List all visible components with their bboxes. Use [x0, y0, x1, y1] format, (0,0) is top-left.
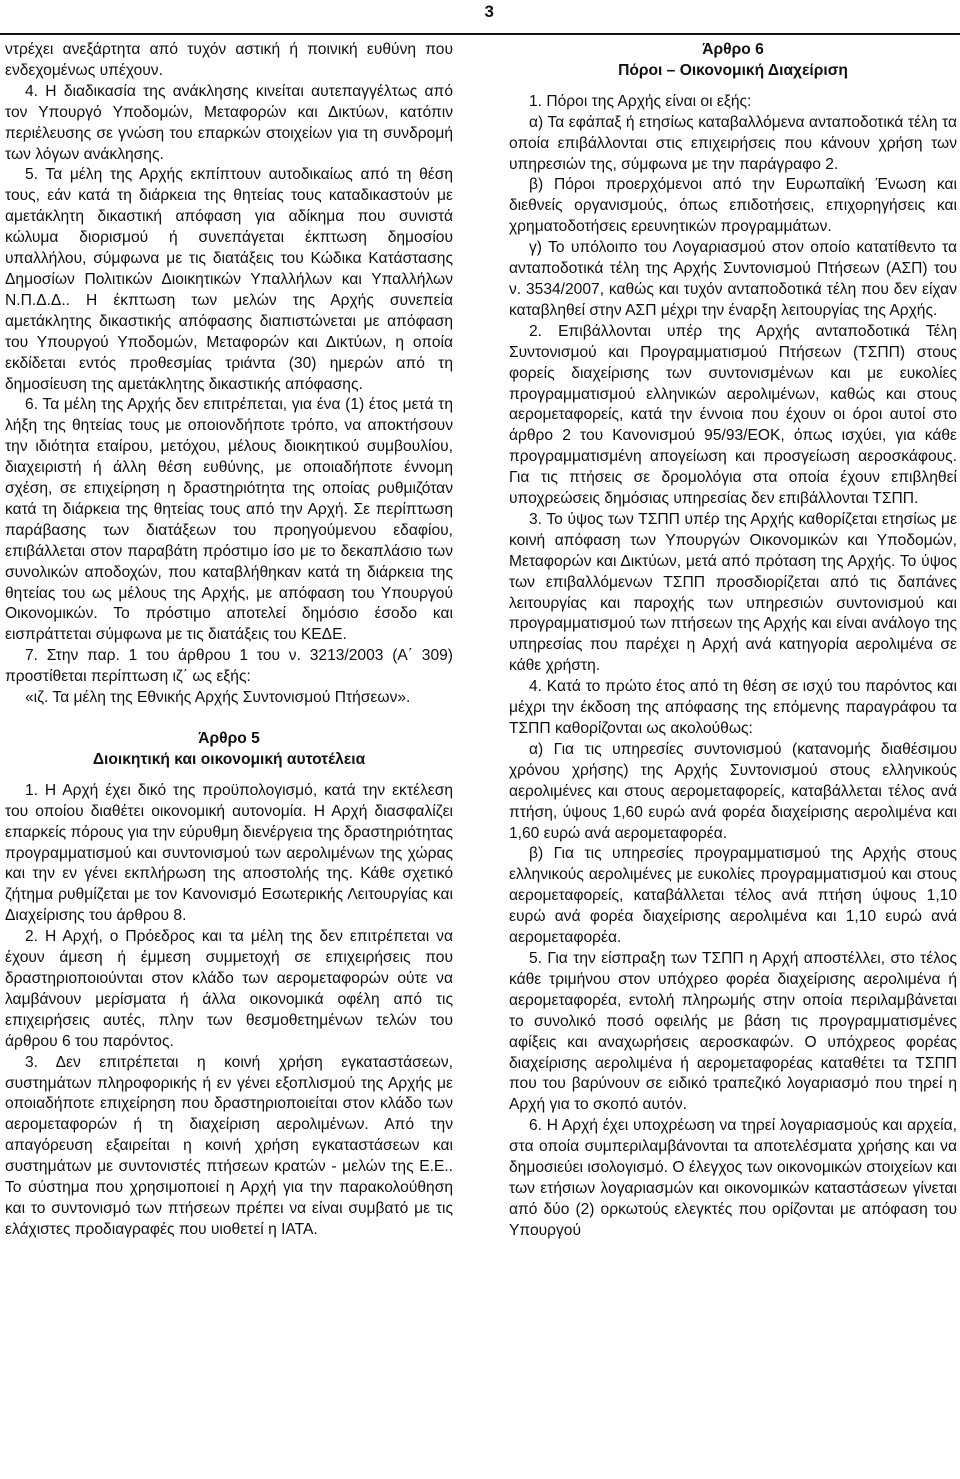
paragraph: 4. Κατά το πρώτο έτος από τη θέση σε ισχύ του παρόντος και μέχρι την έκδοση της απόφασης της επόμενης παραγράφου τα ΤΣΠΠ καθορίζονται ως ακολούθως: — [509, 678, 957, 737]
spacer — [5, 709, 453, 729]
paragraph: 6. Η Αρχή έχει υποχρέωση να τηρεί λογαριασμούς και αρχεία, στα οποία συμπεριλαμβάνονται τα αποτελέσματα χρήσης και να δημοσιεύει ισολογισμό. Ο έλεγχος των οικονομικών στοιχείων και των ετήσιων λογαριασμών και οικονομικών καταστάσεων γίνεται από δύο (2) ορκωτούς ελεγκτές που ορίζονται με απόφαση του Υπουργού — [509, 1117, 957, 1239]
article-5-title: Άρθρο 5 — [198, 730, 260, 747]
paragraph: 7. Στην παρ. 1 του άρθρου 1 του ν. 3213/2003 (Α΄ 309) προστίθεται περίπτωση ιζ΄ ως εξής: — [5, 647, 453, 686]
paragraph: ντρέχει ανεξάρτητα από τυχόν αστική ή ποινική ευθύνη που ενδεχομένως υπέχουν. — [5, 41, 453, 79]
paragraph: γ) Το υπόλοιπο του Λογαριασμού στον οποίο κατατίθεντο τα ανταποδοτικά τέλη της Αρχής Συντονισμού Πτήσεων (ΑΣΠ) του ν. 3534/2007, καθώς και τυχόν ανταποδοτικά τέλη που δεν είχαν καταβληθεί στην ΑΣΠ μέχρι την έναρξη λειτουργίας της Αρχής. — [509, 239, 957, 319]
paragraph: 5. Τα μέλη της Αρχής εκπίπτουν αυτοδικαίως από τη θέση τους, εάν κατά τη διάρκεια της θητείας τους καταδικαστούν με αμετάκλητη δικαστική απόφαση για αδίκημα που συνιστά κώλυμα διορισμού ή συνεπάγεται έκπτωση δημοσίου υπαλλήλου, σύμφωνα με τις διατάξεις του Κώδικα Κατάστασης Δημοσίων Πολιτικών Διοικητικών Υπαλλήλων και Υπαλλήλων Ν.Π.Δ.Δ.. Η έκπτωση των μελών της Αρχής συνεπεία αμετάκλητης δικαστικής απόφασης διαπιστώνεται με απόφαση του Υπουργού Υποδομών, Μεταφορών και Δικτύων, η οποία εκδίδεται εντός προθεσμίας τριάντα (30) ημερών από τη δημοσίευση της αμετάκλητης δικαστικής απόφασης. — [5, 166, 453, 393]
spacer — [5, 771, 453, 781]
spacer — [509, 82, 957, 92]
paragraph: β) Πόροι προερχόμενοι από την Ευρωπαϊκή Ένωση και διεθνείς οργανισμούς, όπως επιδοτήσεις, επιχορηγήσεις και χρηματοδοτήσεις ερευνητικών προγραμμάτων. — [509, 176, 957, 236]
paragraph: α) Για τις υπηρεσίες συντονισμού (κατανομής διαθέσιμου χρόνου χρήσης) της Αρχής Συντονισμού στους ελληνικούς αερολιμένες και στους αερομεταφορείς, καταβάλλεται τέλος ανά πτήση, ύψους 1,60 ευρώ ανά φορέα διαχείρισης αερολιμένα και 1,60 ευρώ ανά αερομεταφορέα. — [509, 740, 957, 842]
paragraph: 5. Για την είσπραξη των ΤΣΠΠ η Αρχή αποστέλλει, στο τέλος κάθε τριμήνου στον υπόχρεο φορέα διαχείρισης αερολιμένα ή αερομεταφορέα, εντολή πληρωμής στην οποία περιλαμβάνεται το συνολικό ποσό οφειλής με βάση τις προγραμματισμένες αφίξεις και αναχωρήσεις αεροσκαφών. Ο υπόχρεος φορέας διαχείρισης αερολιμένα ή αερομεταφορέας καταθέτει τα ΤΣΠΠ που του βαρύνουν σε ειδικό τραπεζικό λογαριασμό που τηρεί η Αρχή για το σκοπό αυτόν. — [509, 949, 957, 1114]
paragraph: 4. Η διαδικασία της ανάκλησης κινείται αυτεπαγγέλτως από τον Υπουργό Υποδομών, Μεταφορών και Δικτύων, κατόπιν περιέλευσης σε γνώση του επαρκών στοιχείων για τη συνδρομή των λόγων ανάκλησης. — [5, 82, 453, 163]
paragraph: 3. Δεν επιτρέπεται η κοινή χρήση εγκαταστάσεων, συστημάτων πληροφορικής ή εν γένει εξοπλισμού της Αρχής με οποιαδήποτε επιχείρηση που δραστηριοποιείται στον κλάδο των αερομεταφορών ή τη διαχείριση αερολιμένων. Από την απαγόρευση εξαιρείται η κοινή χρήση εγκαταστάσεων και συστημάτων με συντονιστές πτήσεων κρατών - μελών της Ε.Ε.. Το σύστημα που χρησιμοποιεί η Αρχή για την παρακολούθηση και το συντονισμό των πτήσεων πρέπει να είναι συμβατό με τις ελάχιστες προδιαγραφές που υιοθετεί η ΙΑΤΑ. — [5, 1053, 453, 1238]
article-6-title: Άρθρο 6 — [702, 41, 764, 58]
paragraph: 1. Η Αρχή έχει δικό της προϋπολογισμό, κατά την εκτέλεση του οποίου διαθέτει οικονομική αυτονομία. Η Αρχή διασφαλίζει επαρκείς πόρους για την εύρυθμη διενέργεια της δραστηριότητας προγραμματισμού και συντονισμού των αερολιμένων της χώρας και την εν γένει εκπλήρωση της αποστολής της. Κάθε σχετικό ζήτημα ρυθμίζεται με τον Κανονισμό Εσωτερικής Λειτουργίας και Διαχείρισης του άρθρου 8. — [5, 781, 453, 925]
paragraph: 2. Επιβάλλονται υπέρ της Αρχής ανταποδοτικά Τέλη Συντονισμού και Προγραμματισμού Πτήσεων (ΤΣΠΠ) στους φορείς διαχείρισης των συντονισμένων και με ευκολίες προγραμματισμού ελληνικών αερολιμένων, καθώς και στους αερομεταφορείς, κατά την έννοια που έχουν οι όροι αυτοί στο άρθρο 2 του Κανονισμού 95/93/ΕΟΚ, όπως ισχύει, για κάθε προγραμματισμένη απογείωση και προσγείωση αεροσκάφους. Για τις πτήσεις σε δρομολόγια στα οποία έχουν επιβληθεί υποχρεώσεις δημόσιας υπηρεσίας δεν επιβάλλονται ΤΣΠΠ. — [509, 322, 957, 508]
paragraph: «ιζ. Τα μέλη της Εθνικής Αρχής Συντονισμού Πτήσεων». — [25, 689, 411, 707]
left-column — [5, 40, 453, 1241]
header-rule — [0, 33, 960, 35]
paragraph: α) Τα εφάπαξ ή ετησίως καταβαλλόμενα ανταποδοτικά τέλη τα οποία επιβάλλονται στις επιχειρήσεις που κάνουν χρήση των υπηρεσιών της, σύμφωνα με την παράγραφο 2. — [509, 113, 957, 173]
paragraph: 6. Τα μέλη της Αρχής δεν επιτρέπεται, για ένα (1) έτος μετά τη λήξη της θητείας τους με οποιονδήποτε τρόπο, να αποκτήσουν την ιδιότητα εταίρου, μετόχου, μέλους διοικητικού συμβουλίου, διαχειριστή ή άλλη θέση ευθύνης, με οποιαδήποτε έννομη σχέση, σε επιχείρηση η δραστηριότητα της οποίας ρυθμιζόταν κατά τη διάρκεια της θητείας τους από την Αρχή. Σε περίπτωση παράβασης των διατάξεων του προηγούμενου εδαφίου, επιβάλλεται στον παραβάτη πρόστιμο ίσο με το δεκαπλάσιο των συνολικών αποδοχών, που καταβλήθηκαν κατά τη διάρκεια της θητείας του ως μέλους της Αρχής, με απόφαση του Υπουργού Οικονομικών. Το πρόστιμο αποτελεί δημόσιο έσοδο και εισπράττεται σύμφωνα με τις διατάξεις του ΚΕΔΕ. — [5, 396, 453, 644]
right-column — [509, 40, 957, 1242]
paragraph: 2. Η Αρχή, ο Πρόεδρος και τα μέλη της δεν επιτρέπεται να έχουν άμεση ή έμμεση συμμετοχή σε επιχειρήσεις που δραστηριοποιούνται στον κλάδο των αερομεταφορών ούτε να λαμβάνουν μερίσματα ή άλλα οικονομικά οφέλη από τις επιχειρήσεις αυτές, πλην των θεσμοθετημένων τελών του άρθρου 6 του παρόντος. — [5, 928, 453, 1050]
article-5-subtitle: Διοικητική και οικονομική αυτοτέλεια — [92, 750, 366, 768]
paragraph: 3. Το ύψος των ΤΣΠΠ υπέρ της Αρχής καθορίζεται ετησίως με κοινή απόφαση των Υπουργών Οικονομικών και Υποδομών, Μεταφορών και Δικτύων, μετά από πρόταση της Αρχής. Το ύψος των επιβαλλόμενων ΤΣΠΠ προσδιορίζεται από τις δαπάνες λειτουργίας και παροχής των υπηρεσιών συντονισμού και προγραμματισμού των πτήσεων της Αρχής και είναι ανάλογο της υπηρεσίας που παρέχει η Αρχή ανά κατηγορία αερολιμένα σε κάθε χρήστη. — [509, 510, 957, 675]
paragraph: β) Για τις υπηρεσίες προγραμματισμού της Αρχής στους ελληνικούς αερολιμένες με ευκολίες προγραμματισμού και στους αερομεταφορείς, καταβάλλεται τέλος ανά πτήση ύψους 1,10 ευρώ ανά φορέα διαχείρισης αερολιμένα και 1,10 ευρώ ανά αερομεταφορέα. — [509, 845, 957, 947]
article-6-subtitle: Πόροι – Οικονομική Διαχείριση — [618, 61, 848, 79]
page-number: 3 — [484, 2, 494, 21]
paragraph: 1. Πόροι της Αρχής είναι οι εξής: — [529, 92, 752, 110]
